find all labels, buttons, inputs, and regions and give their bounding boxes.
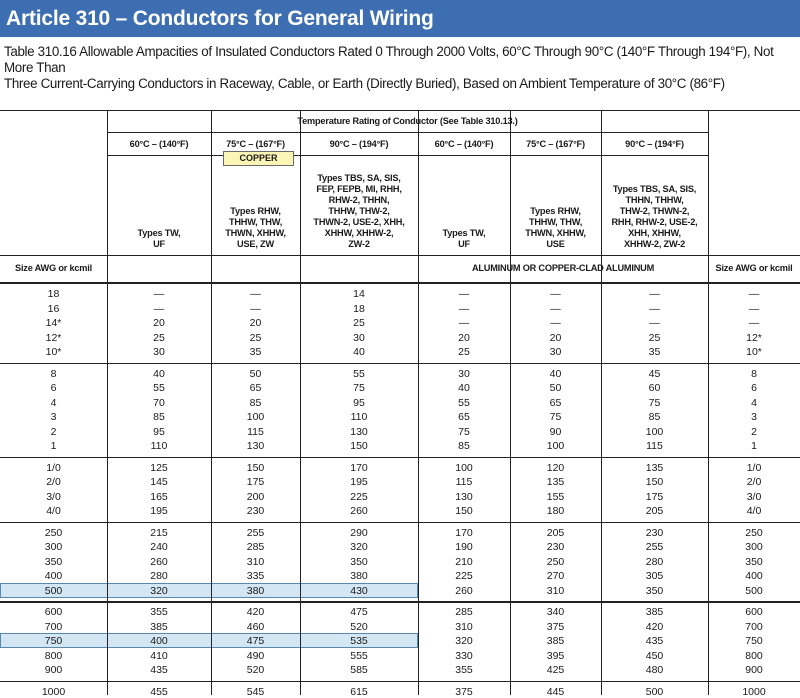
insulation-type-line: RHW-2, THHN, xyxy=(328,195,390,205)
size-cell: 3 xyxy=(50,411,57,423)
size-cell: 12* xyxy=(45,331,62,344)
size-cell: 14* xyxy=(45,317,62,329)
ampacity-cell: 55 xyxy=(458,396,470,409)
ampacity-cell: 215 xyxy=(150,526,168,539)
size-cell: 10* xyxy=(45,346,62,358)
ampacity-cell: 100 xyxy=(645,425,664,438)
size-cell: 300 xyxy=(44,541,63,553)
insulation-type-line: THHN, THHW, xyxy=(625,195,684,205)
insulation-type-line: XHHW-2, ZW-2 xyxy=(623,239,686,249)
insulation-type-line: USE, ZW xyxy=(237,239,274,249)
temperature-rating-title: Temperature Rating of Conductor (See Table 310.13.) xyxy=(297,116,518,126)
ampacity-cell: 335 xyxy=(246,570,265,582)
ampacity-table xyxy=(0,110,800,698)
ampacity-cell: 290 xyxy=(350,526,368,539)
ampacity-cell: 230 xyxy=(546,541,565,553)
ampacity-cell: 270 xyxy=(546,570,565,582)
ampacity-cell: 255 xyxy=(246,526,265,539)
ampacity-cell: 380 xyxy=(350,570,368,582)
ampacity-cell: 230 xyxy=(645,526,664,539)
ampacity-cell: 45 xyxy=(648,367,661,380)
insulation-type-line: THWN, XHHW, xyxy=(225,228,286,238)
ampacity-cell: 30 xyxy=(458,367,470,380)
size-cell: — xyxy=(748,288,760,300)
ampacity-cell: 355 xyxy=(455,664,473,676)
ampacity-cell: 385 xyxy=(546,635,565,647)
ampacity-cell: 310 xyxy=(246,555,265,568)
size-cell: 500 xyxy=(745,584,763,597)
ampacity-cell: 305 xyxy=(645,570,664,582)
ampacity-cell: 430 xyxy=(350,584,368,597)
size-cell: 900 xyxy=(745,664,763,676)
insulation-types xyxy=(211,159,300,250)
size-cell: 4/0 xyxy=(46,505,61,517)
size-cell: 250 xyxy=(745,526,763,539)
size-cell: 8 xyxy=(50,367,57,380)
ampacity-cell: 260 xyxy=(350,505,368,517)
size-cell: 6 xyxy=(50,382,57,394)
ampacity-cell: 130 xyxy=(246,440,265,452)
ampacity-cell: 420 xyxy=(645,620,664,633)
ampacity-cell: 55 xyxy=(353,367,365,380)
ampacity-cell: 135 xyxy=(645,461,664,474)
ampacity-cell: 230 xyxy=(246,505,265,517)
ampacity-cell: 285 xyxy=(246,541,265,553)
ampacity-cell: 30 xyxy=(353,331,365,344)
ampacity-cell: 280 xyxy=(645,555,664,568)
ampacity-cell: — xyxy=(153,288,165,300)
ampacity-cell: 395 xyxy=(546,649,565,662)
ampacity-cell: 380 xyxy=(246,584,265,597)
ampacity-cell: 20 xyxy=(249,317,262,329)
size-cell: 1000 xyxy=(742,685,766,698)
ampacity-cell: 520 xyxy=(246,664,265,676)
insulation-type-line: THWN-2, USE-2, XHH, xyxy=(313,217,405,227)
ampacity-cell: 350 xyxy=(350,555,368,568)
ampacity-cell: 225 xyxy=(455,570,473,582)
insulation-type-line: RHH, RHW-2, USE-2, xyxy=(611,217,698,227)
ampacity-cell: 25 xyxy=(648,331,661,344)
temperature-heading: 90°C – (194°F) xyxy=(329,139,389,149)
ampacity-cell: 175 xyxy=(645,490,664,503)
ampacity-cell: — xyxy=(250,288,261,300)
size-cell: 16 xyxy=(47,302,60,315)
ampacity-cell: — xyxy=(649,302,660,315)
ampacity-cell: 85 xyxy=(648,411,661,423)
insulation-type-line: USE xyxy=(546,239,565,249)
aluminum-label: ALUMINUM OR COPPER-CLAD ALUMINUM xyxy=(471,263,655,273)
size-cell: 300 xyxy=(745,541,763,553)
size-cell: 4 xyxy=(50,396,57,409)
insulation-type-line: FEP, FEPB, MI, RHH, xyxy=(316,184,402,194)
ampacity-cell: 255 xyxy=(645,541,664,553)
ampacity-cell: 55 xyxy=(153,382,165,394)
group-divider xyxy=(0,457,800,459)
article-banner: Article 310 – Conductors for General Wiring xyxy=(0,0,800,37)
ampacity-cell: 125 xyxy=(150,461,168,474)
ampacity-cell: 65 xyxy=(549,396,562,409)
ampacity-cell: 75 xyxy=(549,411,562,423)
insulation-type-line: XHHW, XHHW-2, xyxy=(324,228,394,238)
size-cell: 350 xyxy=(44,555,63,568)
ampacity-cell: 130 xyxy=(350,425,368,438)
ampacity-cell: 375 xyxy=(455,685,473,698)
ampacity-cell: 20 xyxy=(549,331,562,344)
size-cell: 500 xyxy=(44,584,63,597)
ampacity-cell: 310 xyxy=(455,620,473,633)
ampacity-cell: 500 xyxy=(645,685,664,698)
temperature-heading: 90°C – (194°F) xyxy=(625,139,684,149)
ampacity-cell: 410 xyxy=(150,649,168,662)
size-cell: 2 xyxy=(751,425,757,438)
ampacity-cell: 30 xyxy=(549,346,562,358)
size-cell: — xyxy=(748,302,760,315)
ampacity-cell: 190 xyxy=(455,541,473,553)
size-cell: 6 xyxy=(751,382,757,394)
ampacity-cell: 450 xyxy=(645,649,664,662)
insulation-type-line: UF xyxy=(153,239,165,249)
ampacity-cell: — xyxy=(550,302,561,315)
ampacity-cell: 65 xyxy=(458,411,470,423)
ampacity-cell: 25 xyxy=(249,331,262,344)
ampacity-cell: 35 xyxy=(249,346,262,358)
ampacity-cell: 70 xyxy=(153,396,165,409)
insulation-type-line: THHW, THW, xyxy=(228,217,283,227)
ampacity-cell: 40 xyxy=(549,367,562,380)
ampacity-cell: 420 xyxy=(246,606,265,618)
size-cell: 1/0 xyxy=(46,461,61,474)
ampacity-cell: — xyxy=(458,302,470,315)
temperature-heading: 60°C – (140°F) xyxy=(434,139,494,149)
ampacity-cell: 445 xyxy=(546,685,565,698)
header-rule-types xyxy=(0,255,800,256)
ampacity-cell: 50 xyxy=(549,382,562,394)
ampacity-cell: 75 xyxy=(458,425,470,438)
ampacity-cell: 195 xyxy=(150,505,168,517)
size-cell: 1 xyxy=(751,440,757,452)
size-cell: 1 xyxy=(50,440,57,452)
ampacity-cell: 260 xyxy=(455,584,473,597)
ampacity-cell: 520 xyxy=(350,620,368,633)
temperature-heading: 75°C – (167°F) xyxy=(226,139,285,149)
insulation-type-line: ZW-2 xyxy=(348,239,370,249)
ampacity-cell: 180 xyxy=(546,505,565,517)
ampacity-cell: 285 xyxy=(455,606,473,618)
ampacity-cell: 95 xyxy=(353,396,365,409)
ampacity-cell: 460 xyxy=(246,620,265,633)
ampacity-cell: 400 xyxy=(150,635,168,647)
ampacity-cell: 165 xyxy=(150,490,168,503)
size-cell: 700 xyxy=(745,620,763,633)
size-cell: 800 xyxy=(745,649,763,662)
ampacity-cell: 115 xyxy=(646,440,663,452)
insulation-type-line: THHW, THW-2, xyxy=(328,206,390,216)
ampacity-cell: 150 xyxy=(350,440,368,452)
ampacity-cell: 150 xyxy=(246,461,265,474)
ampacity-cell: 435 xyxy=(645,635,664,647)
ampacity-cell: 385 xyxy=(150,620,168,633)
ampacity-cell: 85 xyxy=(249,396,262,409)
ampacity-cell: 350 xyxy=(645,584,664,597)
size-cell: 3 xyxy=(751,411,757,423)
size-cell: 1/0 xyxy=(746,461,762,474)
ampacity-cell: 280 xyxy=(150,570,168,582)
insulation-type-line: Types TBS, SA, SIS, xyxy=(317,173,401,183)
ampacity-cell: 240 xyxy=(150,541,168,553)
group-divider xyxy=(0,681,800,683)
ampacity-cell: 110 xyxy=(150,440,168,452)
size-cell: — xyxy=(748,317,760,329)
size-cell: 700 xyxy=(44,620,63,633)
size-cell: 400 xyxy=(745,570,763,582)
ampacity-cell: 65 xyxy=(249,382,262,394)
size-cell: 4 xyxy=(751,396,757,409)
ampacity-cell: 50 xyxy=(249,367,262,380)
ampacity-cell: 25 xyxy=(458,346,470,358)
insulation-types xyxy=(107,159,211,250)
ampacity-cell: 615 xyxy=(350,685,368,698)
ampacity-cell: 250 xyxy=(546,555,565,568)
header-rule-sizes xyxy=(0,282,800,284)
ampacity-cell: 90 xyxy=(549,425,562,438)
header-rule-temp-title xyxy=(107,132,708,133)
ampacity-cell: 25 xyxy=(353,317,365,329)
size-cell: 12* xyxy=(746,331,762,344)
insulation-type-line: Types RHW, xyxy=(530,206,581,216)
ampacity-cell: — xyxy=(458,317,470,329)
size-cell: 600 xyxy=(44,606,63,618)
size-cell: 350 xyxy=(745,555,763,568)
ampacity-cell: 75 xyxy=(353,382,365,394)
caption-line-2: Three Current-Carrying Conductors in Raceway, Cable, or Earth (Directly Buried), Based on Ambient Temperature of 30°C (86°F) xyxy=(4,76,725,91)
size-cell: 250 xyxy=(44,526,63,539)
copper-label: COPPER xyxy=(223,151,294,166)
size-cell: 600 xyxy=(745,606,763,618)
ampacity-cell: — xyxy=(649,317,660,329)
ampacity-cell: 455 xyxy=(150,685,168,698)
size-cell: 750 xyxy=(44,635,63,647)
size-cell: 2/0 xyxy=(746,476,762,488)
ampacity-cell: 20 xyxy=(153,317,165,329)
ampacity-cell: 355 xyxy=(150,606,168,618)
size-cell: 750 xyxy=(745,635,763,647)
size-cell: 3/0 xyxy=(46,490,61,503)
ampacity-cell: 18 xyxy=(353,302,365,315)
ampacity-cell: — xyxy=(250,302,261,315)
insulation-type-line: Types TW, xyxy=(137,228,181,238)
insulation-types xyxy=(300,159,418,250)
ampacity-cell: 205 xyxy=(546,526,565,539)
size-label-left: Size AWG or kcmil xyxy=(15,263,92,273)
ampacity-cell: 205 xyxy=(645,505,664,517)
ampacity-cell: 385 xyxy=(645,606,664,618)
ampacity-cell: 310 xyxy=(546,584,565,597)
ampacity-cell: 375 xyxy=(546,620,565,633)
size-cell: 4/0 xyxy=(746,505,762,517)
size-cell: 2/0 xyxy=(46,476,61,488)
group-divider xyxy=(0,522,800,524)
ampacity-cell: 490 xyxy=(246,649,265,662)
ampacity-cell: 435 xyxy=(150,664,168,676)
ampacity-cell: 60 xyxy=(648,382,661,394)
ampacity-cell: 115 xyxy=(247,425,264,438)
temperature-heading: 60°C – (140°F) xyxy=(129,139,189,149)
ampacity-cell: 330 xyxy=(455,649,473,662)
ampacity-cell: 475 xyxy=(350,606,368,618)
size-cell: 8 xyxy=(751,367,757,380)
ampacity-cell: — xyxy=(458,288,470,300)
ampacity-cell: 130 xyxy=(455,490,473,503)
size-cell: 2 xyxy=(50,425,57,438)
ampacity-cell: 40 xyxy=(153,367,165,380)
ampacity-cell: 110 xyxy=(350,411,368,423)
ampacity-cell: 475 xyxy=(246,635,265,647)
ampacity-cell: — xyxy=(153,302,165,315)
ampacity-cell: 260 xyxy=(150,555,168,568)
ampacity-cell: 85 xyxy=(153,411,165,423)
size-cell: 400 xyxy=(44,570,63,582)
size-cell: 800 xyxy=(44,649,63,662)
ampacity-cell: 425 xyxy=(546,664,565,676)
ampacity-cell: 545 xyxy=(246,685,265,698)
group-divider xyxy=(0,363,800,365)
ampacity-cell: — xyxy=(550,288,561,300)
ampacity-cell: 100 xyxy=(455,461,473,474)
ampacity-cell: 115 xyxy=(455,476,473,488)
ampacity-cell: 75 xyxy=(648,396,661,409)
size-cell: 1000 xyxy=(41,685,66,698)
ampacity-cell: 170 xyxy=(455,526,473,539)
ampacity-cell: 585 xyxy=(350,664,368,676)
ampacity-cell: 145 xyxy=(150,476,168,488)
ampacity-cell: 320 xyxy=(455,635,473,647)
ampacity-cell: 320 xyxy=(350,541,368,553)
ampacity-cell: — xyxy=(550,317,561,329)
ampacity-cell: 210 xyxy=(455,555,473,568)
ampacity-cell: 555 xyxy=(350,649,368,662)
ampacity-cell: 200 xyxy=(246,490,265,503)
ampacity-cell: 195 xyxy=(350,476,368,488)
ampacity-cell: 35 xyxy=(648,346,661,358)
size-cell: 10* xyxy=(746,346,762,358)
size-cell: 900 xyxy=(44,664,63,676)
ampacity-cell: 100 xyxy=(246,411,265,423)
ampacity-cell: 480 xyxy=(645,664,664,676)
insulation-type-line: THWN, XHHW, xyxy=(525,228,586,238)
insulation-type-line: XHH, XHHW, xyxy=(628,228,681,238)
insulation-type-line: UF xyxy=(458,239,470,249)
ampacity-cell: 170 xyxy=(350,461,368,474)
header-rule-temps xyxy=(107,155,708,156)
ampacity-cell: 25 xyxy=(153,331,165,344)
ampacity-cell: 175 xyxy=(246,476,265,488)
ampacity-cell: 535 xyxy=(350,635,368,647)
size-cell: 18 xyxy=(47,288,60,300)
ampacity-cell: 155 xyxy=(546,490,565,503)
ampacity-cell: 20 xyxy=(458,331,470,344)
insulation-type-line: Types TW, xyxy=(442,228,486,238)
insulation-types xyxy=(601,159,708,250)
insulation-types xyxy=(418,159,510,250)
insulation-type-line: Types RHW, xyxy=(230,206,281,216)
insulation-type-line: THHW, THW, xyxy=(528,217,583,227)
ampacity-cell: 120 xyxy=(546,461,565,474)
ampacity-cell: 135 xyxy=(546,476,565,488)
size-cell: 3/0 xyxy=(746,490,762,503)
ampacity-cell: 40 xyxy=(458,382,470,394)
ampacity-cell: 40 xyxy=(353,346,365,358)
ampacity-cell: 150 xyxy=(455,505,473,517)
insulation-type-line: Types TBS, SA, SIS, xyxy=(612,184,697,194)
ampacity-cell: 100 xyxy=(546,440,565,452)
ampacity-cell: 150 xyxy=(645,476,664,488)
ampacity-cell: — xyxy=(649,288,660,300)
ampacity-cell: 14 xyxy=(353,288,365,300)
size-label-right: Size AWG or kcmil xyxy=(715,263,793,273)
ampacity-cell: 95 xyxy=(153,425,165,438)
caption-line-1: Table 310.16 Allowable Ampacities of Insulated Conductors Rated 0 Through 2000 Volts, 60°C Through 90°C (140°F Through 194°F), Not More Than xyxy=(4,44,774,75)
ampacity-cell: 320 xyxy=(150,584,168,597)
table-caption xyxy=(4,44,798,92)
temperature-heading: 75°C – (167°F) xyxy=(526,139,585,149)
ampacity-cell: 225 xyxy=(350,490,368,503)
insulation-types xyxy=(510,159,601,250)
ampacity-cell: 85 xyxy=(458,440,470,452)
group-divider xyxy=(0,601,800,603)
insulation-type-line: THW-2, THWN-2, xyxy=(619,206,690,216)
ampacity-cell: 30 xyxy=(153,346,165,358)
ampacity-cell: 340 xyxy=(546,606,565,618)
